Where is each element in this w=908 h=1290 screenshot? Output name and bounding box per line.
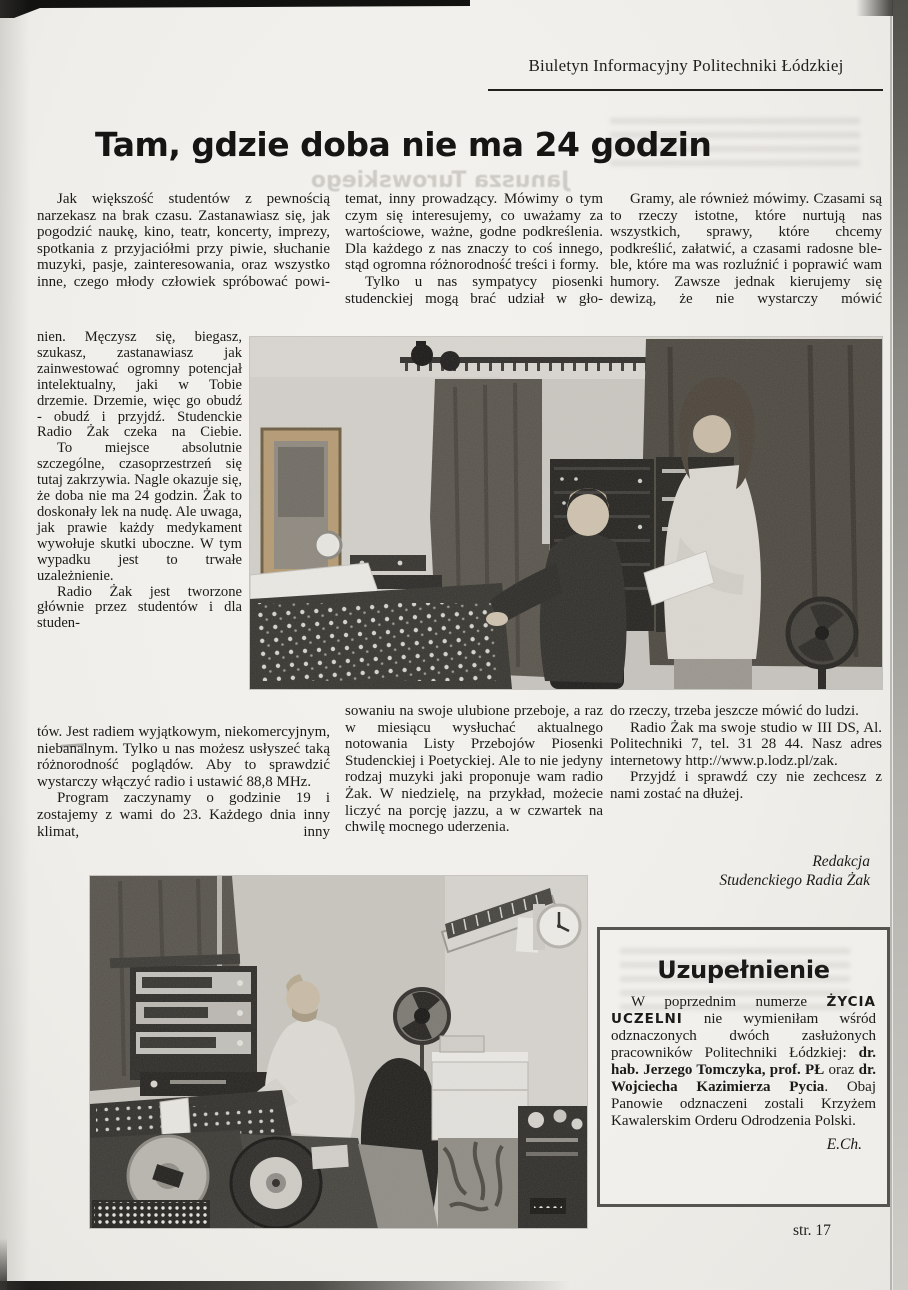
paragraph: Radio Żak jest tworzone głównie przez studentów i dla studen- [37,583,242,632]
zycia-uczelni-logotype: ŻYCIA UCZELNI [611,994,876,1027]
show-through-ghost-text: Janusza Turowskiego [310,168,570,193]
column1-narrow [37,330,242,632]
page-number: str. 17 [793,1222,831,1239]
column2-bottom [345,703,603,836]
scan-edge-right-binding [893,0,908,1290]
studio-photo [250,337,882,689]
column1-top [37,191,330,291]
paragraph: Jak większość studentów z pewnością narzekasz na brak czasu. Zastanawiasz się, jak pogodzić naukę, kino, teatr, koncerty, imprezy, spotkania z przyjaciółmi przy piwie, słuchanie muzyki, pasje, zainteresowania, oraz wszystko inne, czego młody człowiek spróbować powi- [37,191,330,290]
signature-line: Studenckiego Radia Żak [719,872,870,889]
photo-grain [90,876,587,1228]
box-title: Uzupełnienie [657,956,830,984]
article-headline: Tam, gdzie doba nie ma 24 godzin [95,125,712,164]
box-signature: E.Ch. [826,1136,862,1153]
column1-bottom [37,724,330,840]
paragraph: tów. Jest radiem wyjątkowym, niekomercyjnym, niebanalnym. Tylko u nas możesz usłyszeć taką różnorodność poglądów. Aby to sprawdzić wystarczy włączyć radio i ustawić 88,8 MHz. [37,724,330,790]
studio-photo-illustration [250,337,882,689]
masthead-title: Biuletyn Informacyjny Politechniki Łódzkiej [528,56,844,75]
tape-deck-photo-illustration [90,876,587,1228]
box-text-segment: oraz [824,1062,859,1078]
box-text-segment: . Obaj Panowie odznaczeni zostali Krzyżem Kawalerskim Orderu Odrodzenia Polski. [611,1079,876,1129]
show-through-smudge [620,948,850,1018]
paragraph: Tylko u nas sympatycy piosenki studenckiej mogą brać udział w gło- [345,273,603,307]
paragraph: Gramy, ale również mówimy. Czasami są to rzeczy istotne, które nurtują nas wszystkich, sprawy, które chcemy podkreślić, załatwić, a czasami radosne ble-ble, które ma was rozluźnić i poprawić wam humory. Zawsze jednak kierujemy się dewizą, że nie wystarczy mówić [610,191,882,307]
scan-edge-top [0,0,470,18]
column3-top [610,191,882,307]
signature-line: Redakcja [812,853,870,870]
paragraph: do rzeczy, trzeba jeszcze mówić do ludzi. [610,703,859,719]
box-text-segment: W poprzednim numerze [631,994,827,1010]
scan-edge-bottom [0,1281,570,1290]
box-text-segment-bold: dr. hab. Jerzego Tomczyka, prof. PŁ [611,1045,876,1078]
paragraph: sowaniu na swoje ulubione przeboje, a raz w miesiącu wysłuchać aktualnego notowania Listy Przebojów Piosenki Studenckiej i Poetyckiej. Ale to nie jedyny rodzaj muzyki jaki proponuje wam radio Żak. W niedzielę, na przykład, możecie liczyć na porcję jazzu, a w czwartek na chwilę mocnego uderzenia. [345,703,603,836]
paragraph: Radio Żak ma swoje studio w III DS, Al. Politechniki 7, tel. 31 28 44. Nasz adres internetowy http://www.p.lodz.pl/zak. [610,719,882,769]
scan-edge-right-line [890,0,892,1290]
paragraph: To miejsce absolutnie szczególne, czasoprzestrzeń się tutaj zakrzywia. Nagle okazuje się, że doba nie ma 24 godzin. Żak to doskonały lek na nudę. Ale uwaga, jak prawie każdy medykament wywołuje skutki uboczne. W tym wypadku jest to trwałe uzależnienie. [37,440,242,584]
paragraph: nien. Męczysz się, biegasz, szukasz, zastanawiasz jak zainwestować ogromny potencjał intelektualny, jaki w Tobie drzemie. Drzemie, więc go obudź - obudź i przyjdź. Studenckie Radio Żak czeka na Ciebie. [37,329,242,441]
photo-grain [250,337,882,689]
paragraph: temat, inny prowadzący. Mówimy o tym czym się interesujemy, co uważamy za wartościowe, ważne, godne podkreślenia. Dla każdego z nas znaczy to coś innego, stąd ogromna różnorodność treści i formy. [345,191,603,274]
box-text-segment: nie wymieniłam wśród odznaczonych dwóch zasłużonych pracowników Politechniki Łódzkiej: [611,1011,876,1061]
article-signature [610,852,870,890]
scan-left-shading [0,0,30,1290]
column2-top [345,191,603,307]
paragraph: Program zaczynamy o godzinie 19 i zostajemy z wami do 23. Każdego dnia inny klimat, inny [37,790,330,840]
uzupelnienie-box [597,927,890,1207]
masthead-rule [488,89,883,91]
tape-deck-photo [90,876,587,1228]
box-text-segment-bold: dr. Wojciecha Kazimierza Pycia [611,1062,877,1095]
column3-bottom [610,703,882,803]
paragraph: Przyjdź i sprawdź czy nie zechcesz z nami zostać na dłużej. [610,769,882,802]
